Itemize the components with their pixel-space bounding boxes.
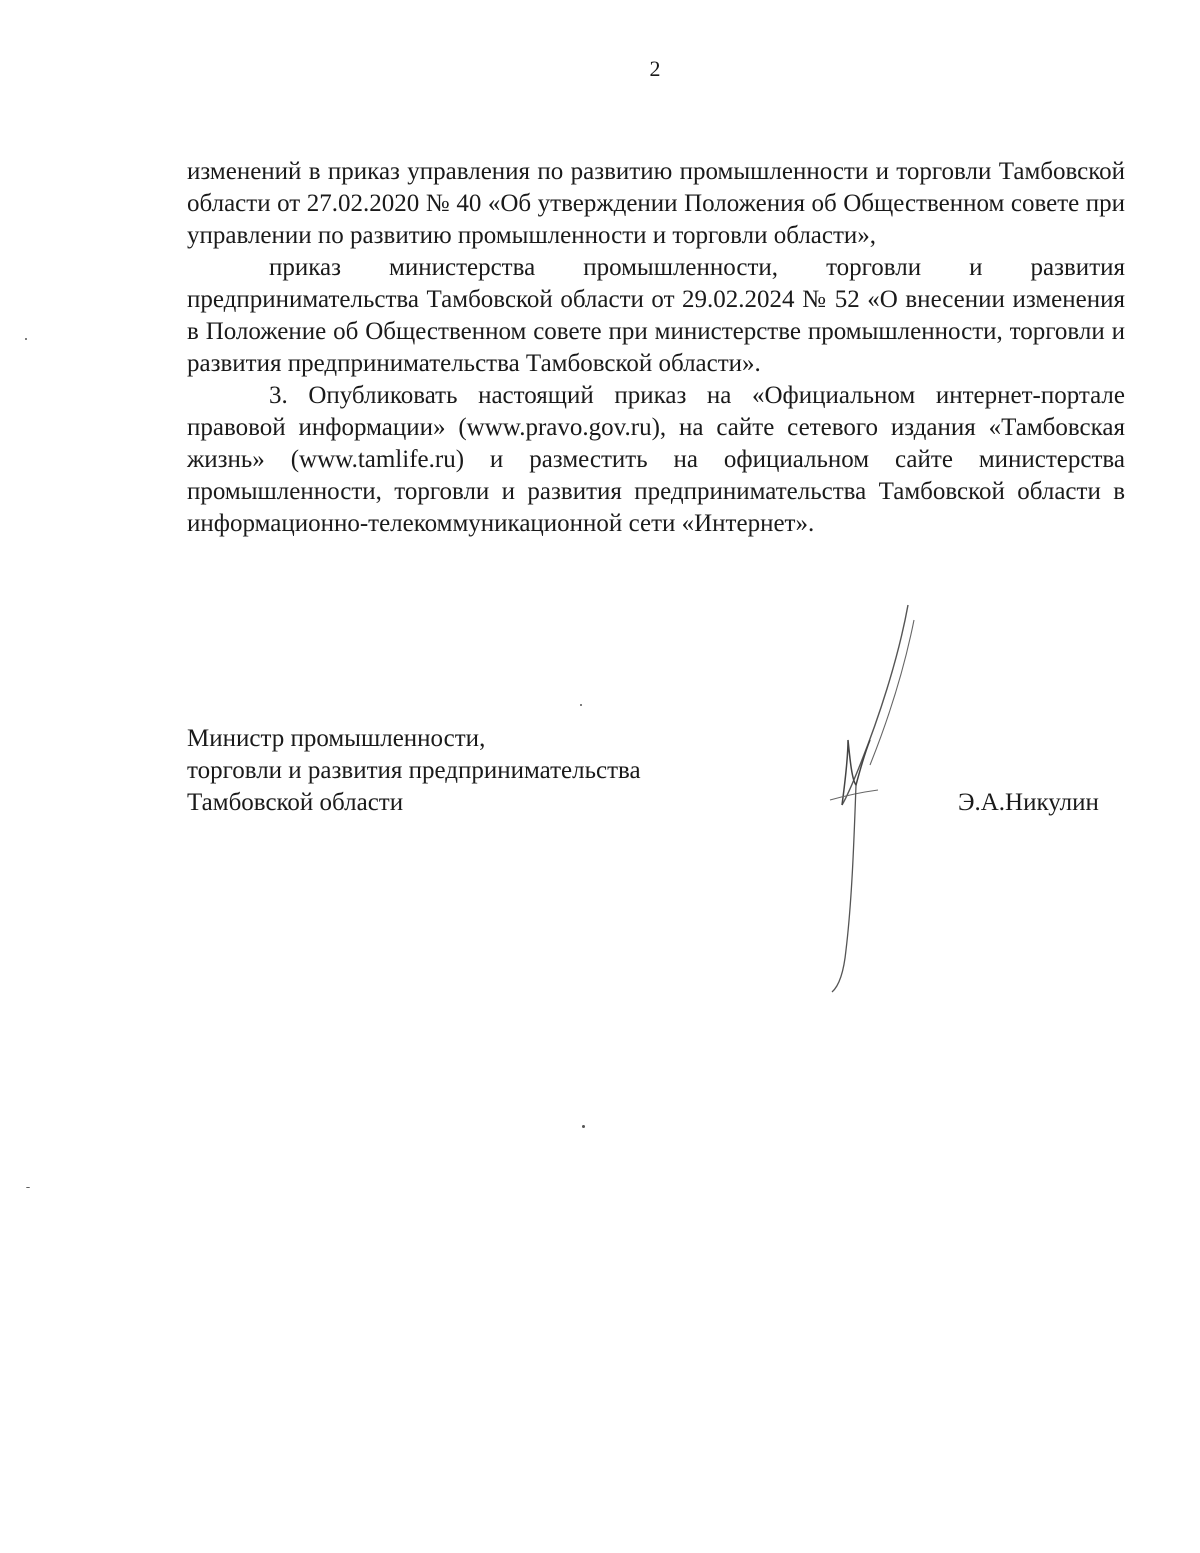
signatory-title-line: торговли и развития предпринимательства: [187, 757, 641, 784]
scan-speck: [582, 1125, 585, 1128]
paragraph-publication-clause: 3. Опубликовать настоящий приказ на «Официальном интернет-портале правовой информации» (www.pravo.gov.ru), на сайте сетевого издания «Тамбовская жизнь» (www.tamlife.ru) и разместить на официальном сайте министерства промышленности, торговли и развития предпринимательства Тамбовской области в информационно-телекоммуникационной сети «Интернет».: [187, 382, 1125, 537]
signatory-title-block: [187, 723, 641, 819]
scan-speck: [26, 1187, 30, 1188]
signatory-title-line: Министр промышленности,: [187, 725, 486, 752]
handwritten-signature: [818, 600, 928, 1000]
document-body: [187, 156, 1125, 540]
paragraph-amendments-continued: изменений в приказ управления по развитию промышленности и торговли Тамбовской области от 27.02.2020 № 40 «Об утверждении Положения об Общественном совете при управлении по развитию промышленности и торговли области»,: [187, 158, 1125, 249]
paragraph-ministry-order: приказ министерства промышленности, торговли и развития предпринимательства Тамбовской области от 29.02.2024 № 52 «О внесении изменения в Положение об Общественном совете при министерстве промышленности, торговли и развития предпринимательства Тамбовской области».: [187, 254, 1125, 377]
signatory-title-line: Тамбовской области: [187, 789, 404, 816]
signatory-name: Э.А.Никулин: [958, 789, 1099, 816]
scan-speck: [25, 338, 27, 340]
scan-speck: [580, 704, 582, 706]
page-number: 2: [649, 56, 661, 81]
